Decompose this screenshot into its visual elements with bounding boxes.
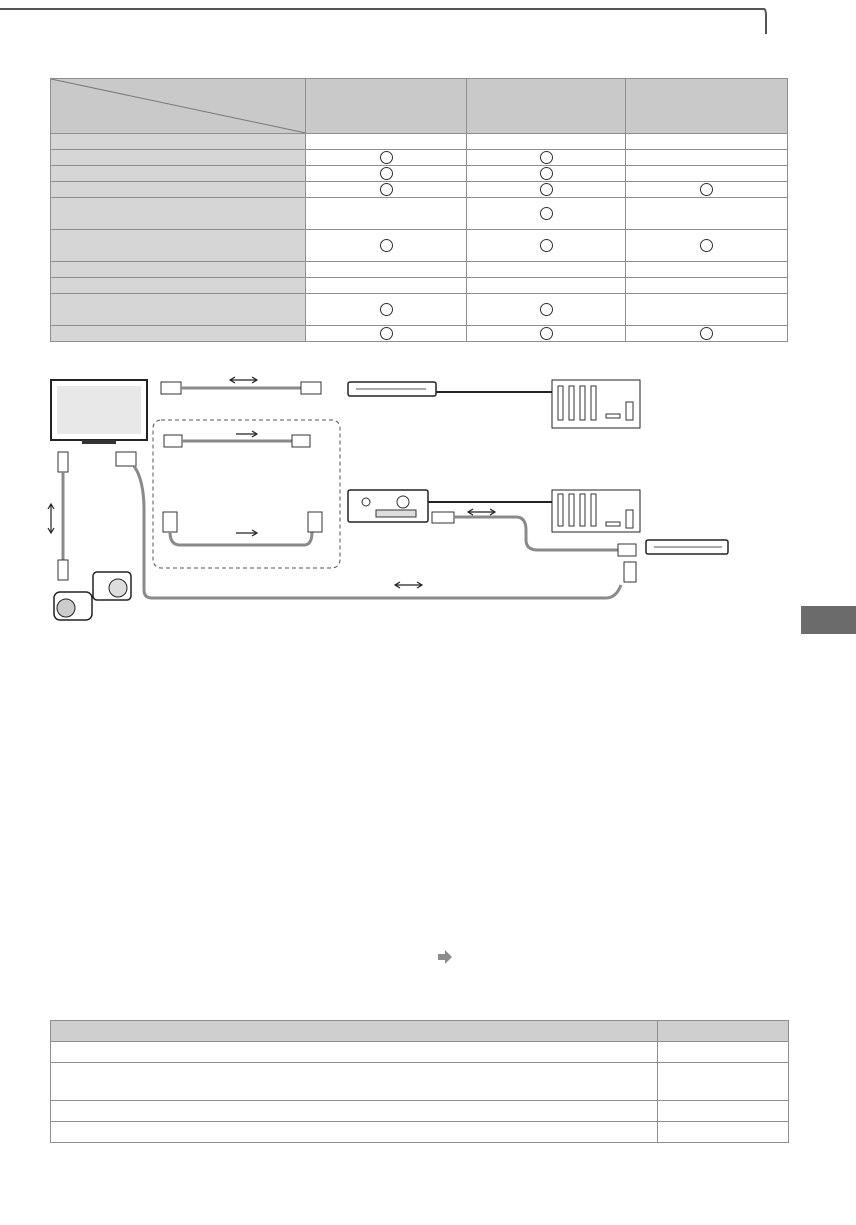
table-cell (467, 182, 626, 198)
table-row (51, 1042, 789, 1063)
connection-diagram (46, 360, 766, 635)
hdmi-plug (161, 382, 181, 394)
table-cell (467, 134, 626, 150)
column-header (658, 1021, 789, 1042)
disc-player-icon (348, 382, 436, 396)
table-cell (626, 166, 788, 182)
scart-plug (116, 452, 136, 466)
table-row (51, 1101, 789, 1122)
top-rule (0, 0, 760, 10)
double-arrow-icon (395, 582, 422, 588)
row-label-cell (51, 198, 306, 230)
row-label-cell (51, 166, 306, 182)
table-cell (467, 198, 626, 230)
amplifier-icon (348, 490, 428, 522)
audio-plug (292, 435, 310, 447)
table-row (51, 294, 788, 326)
table-cell (51, 1042, 658, 1063)
row-label-cell (51, 134, 306, 150)
section-tab (801, 606, 856, 634)
table-row (51, 230, 788, 262)
table-cell (467, 166, 626, 182)
table-cell (626, 262, 788, 278)
table-row (51, 262, 788, 278)
table-cell (306, 150, 467, 166)
table-cell (306, 278, 467, 294)
table-cell (658, 1101, 789, 1122)
row-label-cell (51, 278, 306, 294)
table-cell (51, 1101, 658, 1122)
supported-circle-icon (380, 151, 393, 164)
table-row (51, 166, 788, 182)
table-cell (626, 198, 788, 230)
column-header (626, 79, 788, 134)
supported-circle-icon (540, 303, 553, 316)
hdmi-plug (58, 452, 68, 472)
table-cell (306, 182, 467, 198)
table-cell (467, 278, 626, 294)
table-corner-cell (51, 79, 306, 134)
table-cell (306, 326, 467, 342)
supported-circle-icon (380, 239, 393, 252)
cable-line (134, 466, 621, 598)
table-cell (626, 182, 788, 198)
supported-circle-icon (540, 151, 553, 164)
supported-circle-icon (380, 327, 393, 340)
info-table (50, 1020, 789, 1143)
row-label-cell (51, 326, 306, 342)
hdmi-plug (618, 544, 636, 556)
table-cell (467, 262, 626, 278)
table-cell (467, 294, 626, 326)
table-cell (626, 134, 788, 150)
table-row (51, 1122, 789, 1143)
row-label-cell (51, 182, 306, 198)
supported-circle-icon (700, 239, 713, 252)
camera-icon (93, 572, 131, 600)
table-row (51, 198, 788, 230)
supported-circle-icon (540, 207, 553, 220)
supported-circle-icon (540, 183, 553, 196)
speaker-system-icon (552, 380, 640, 428)
column-header (306, 79, 467, 134)
row-label-cell (51, 230, 306, 262)
recorder-icon (646, 540, 728, 554)
table-cell (51, 1122, 658, 1143)
table-cell (467, 326, 626, 342)
table-row (51, 182, 788, 198)
double-arrow-icon (230, 377, 257, 383)
table-cell (306, 294, 467, 326)
table-cell (306, 134, 467, 150)
cable-line (170, 532, 312, 545)
table-row (51, 150, 788, 166)
table-row (51, 1063, 789, 1101)
double-arrow-icon (468, 509, 495, 515)
double-arrow-icon (48, 504, 54, 533)
supported-circle-icon (540, 239, 553, 252)
row-label-cell (51, 150, 306, 166)
table-cell (626, 294, 788, 326)
hdmi-plug (301, 382, 321, 394)
camcorder-icon (54, 592, 92, 620)
row-label-cell (51, 262, 306, 278)
page-corner (758, 0, 856, 34)
table-cell (626, 278, 788, 294)
column-header (467, 79, 626, 134)
supported-circle-icon (540, 327, 553, 340)
supported-circle-icon (700, 183, 713, 196)
table-cell (306, 230, 467, 262)
table-row (51, 278, 788, 294)
supported-circle-icon (380, 183, 393, 196)
column-header (51, 1021, 658, 1042)
hdmi-plug (58, 560, 68, 580)
supported-circle-icon (540, 167, 553, 180)
table-cell (51, 1063, 658, 1101)
speaker-system-icon (552, 490, 640, 532)
table-cell (658, 1122, 789, 1143)
supported-circle-icon (380, 167, 393, 180)
table-cell (658, 1063, 789, 1101)
table-row (51, 134, 788, 150)
right-arrow-icon (236, 431, 257, 437)
table-cell (467, 230, 626, 262)
hdmi-plug (432, 512, 454, 523)
table-cell (626, 326, 788, 342)
scart-plug (308, 512, 322, 532)
tv-icon (51, 380, 147, 444)
table-cell (306, 166, 467, 182)
scart-plug (624, 562, 636, 582)
table-cell (626, 150, 788, 166)
table-cell (306, 198, 467, 230)
supported-circle-icon (700, 327, 713, 340)
scart-plug (163, 512, 177, 532)
audio-plug (164, 435, 182, 447)
feature-table (50, 78, 788, 342)
right-arrow-icon (236, 530, 257, 536)
table-cell (626, 230, 788, 262)
table-cell (658, 1042, 789, 1063)
right-arrow-icon (437, 950, 453, 964)
supported-circle-icon (380, 303, 393, 316)
row-label-cell (51, 294, 306, 326)
table-cell (306, 262, 467, 278)
table-cell (467, 150, 626, 166)
table-row (51, 326, 788, 342)
